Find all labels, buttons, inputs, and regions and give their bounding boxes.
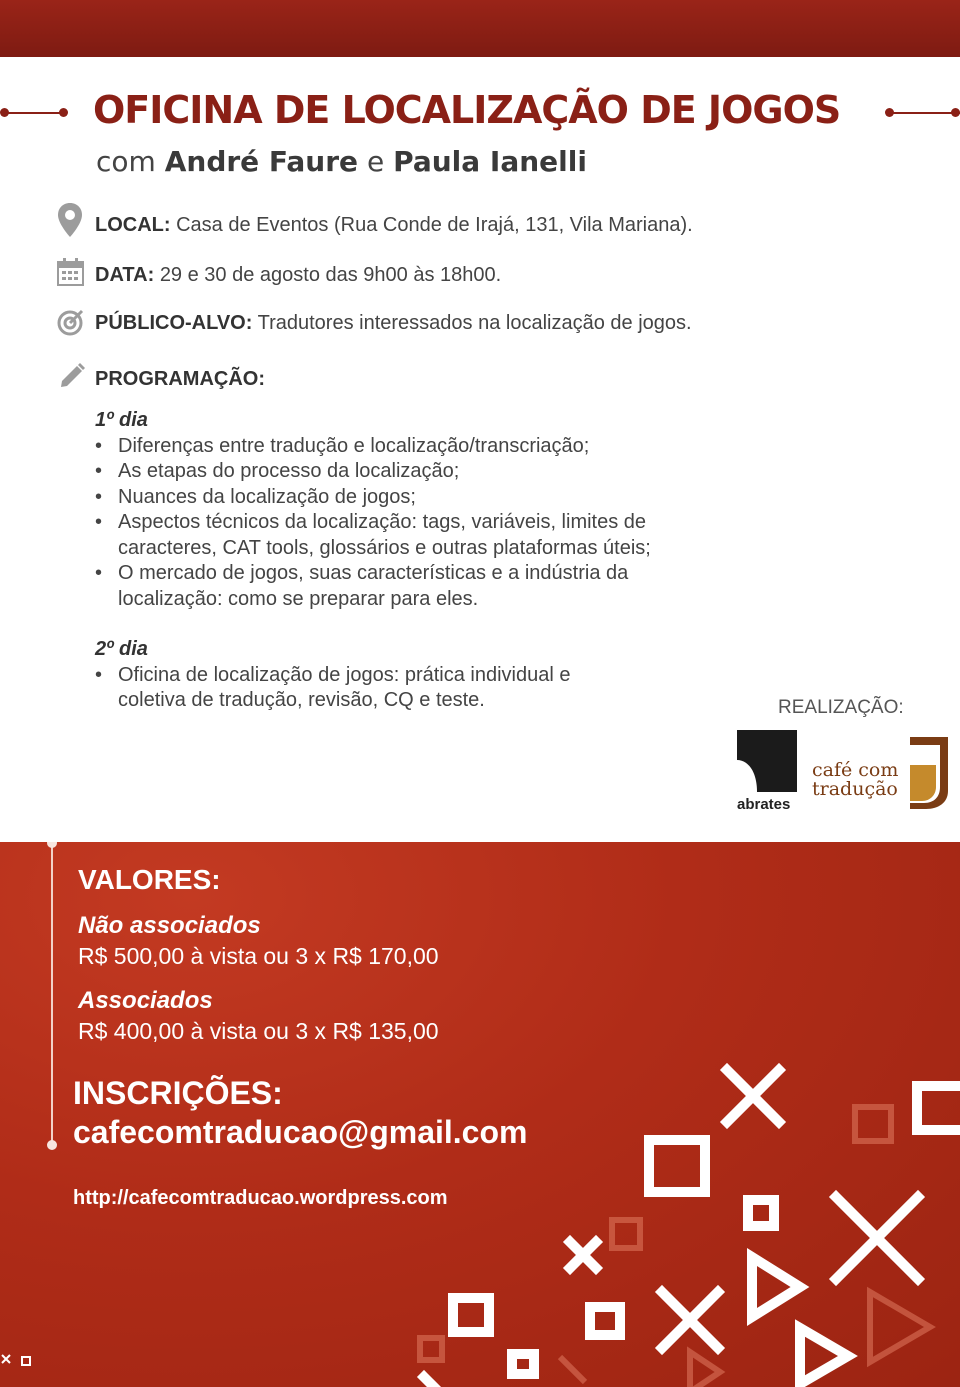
sponsors-label: REALIZAÇÃO: [778, 697, 904, 718]
program [95, 408, 673, 714]
pricing-title: VALORES: [78, 864, 221, 895]
day-title: 1º dia [95, 409, 148, 431]
members-price: R$ 400,00 à vista ou 3 x R$ 135,00 [78, 1018, 439, 1044]
list-item: • Nuances da localização de jogos; [95, 485, 648, 511]
info-label: LOCAL: [95, 214, 171, 236]
location-pin-icon [57, 202, 83, 238]
abrates-name: abrates [737, 796, 791, 813]
list-item: • Aspectos técnicos da localização: tags, variáveis, limites de caracteres, CAT tools, glossários e outras plataformas úteis; [95, 510, 673, 561]
author-name: Paula Ianelli [393, 145, 587, 178]
info-label: PROGRAMAÇÃO: [95, 368, 265, 390]
registration-title: INSCRIÇÕES: [73, 1075, 283, 1111]
top-banner [0, 0, 960, 57]
subtitle-join: e [366, 145, 385, 178]
info-data [95, 264, 501, 287]
list-item: • As etapas do processo da localização; [95, 459, 648, 485]
title-dot [0, 108, 9, 117]
website-link[interactable]: http://cafecomtraducao.wordpress.com [73, 1187, 448, 1209]
registration-email[interactable]: cafecomtraducao@gmail.com [73, 1114, 528, 1150]
cafe-line: tradução [812, 778, 898, 800]
abrates-logo [737, 730, 797, 814]
pricing-panel [0, 842, 960, 1387]
abrates-mark-icon [737, 730, 797, 792]
author-name: André Faure [164, 145, 359, 178]
timeline-rule [51, 842, 53, 1147]
cup-icon [908, 735, 950, 811]
subtitle-prefix: com [96, 145, 156, 178]
title-dot [59, 108, 68, 117]
day-title: 2º dia [95, 638, 148, 660]
non-members-price: R$ 500,00 à vista ou 3 x R$ 170,00 [78, 943, 439, 969]
cafe-logo-text [812, 761, 898, 799]
timeline-dot [47, 1140, 57, 1150]
pencil-icon [59, 362, 86, 389]
info-label: DATA: [95, 264, 155, 286]
title-dot [951, 108, 960, 117]
list-item: • Oficina de localização de jogos: prática individual e coletiva de tradução, revisão, CQ e teste. [95, 663, 638, 714]
cafe-line: café com [812, 759, 899, 781]
info-programacao [95, 368, 265, 391]
day1-list [95, 434, 673, 613]
list-item: • O mercado de jogos, suas características e a indústria da localização: como se preparar para eles. [95, 561, 653, 612]
subtitle [96, 145, 587, 178]
members-label: Associados [78, 987, 213, 1014]
info-local [95, 214, 693, 237]
info-value: Casa de Eventos (Rua Conde de Irajá, 131, Vila Mariana). [176, 214, 693, 236]
info-label: PÚBLICO-ALVO: [95, 312, 253, 334]
non-members-label: Não associados [78, 912, 261, 939]
info-value: 29 e 30 de agosto das 9h00 às 18h00. [159, 264, 502, 286]
info-value: Tradutores interessados na localização de jogos. [257, 312, 692, 334]
title-rule-right [890, 112, 960, 114]
target-icon [57, 309, 84, 336]
info-publico [95, 312, 692, 335]
page-title: OFICINA DE LOCALIZAÇÃO DE JOGOS [93, 88, 841, 132]
day2-list [95, 663, 673, 714]
title-row [0, 88, 960, 138]
list-item: • Diferenças entre tradução e localização/transcriação; [95, 434, 648, 460]
calendar-icon [57, 258, 84, 286]
abrates-mark [737, 730, 797, 792]
cafe-com-traducao-logo [810, 735, 955, 815]
title-rule-left [2, 112, 64, 114]
